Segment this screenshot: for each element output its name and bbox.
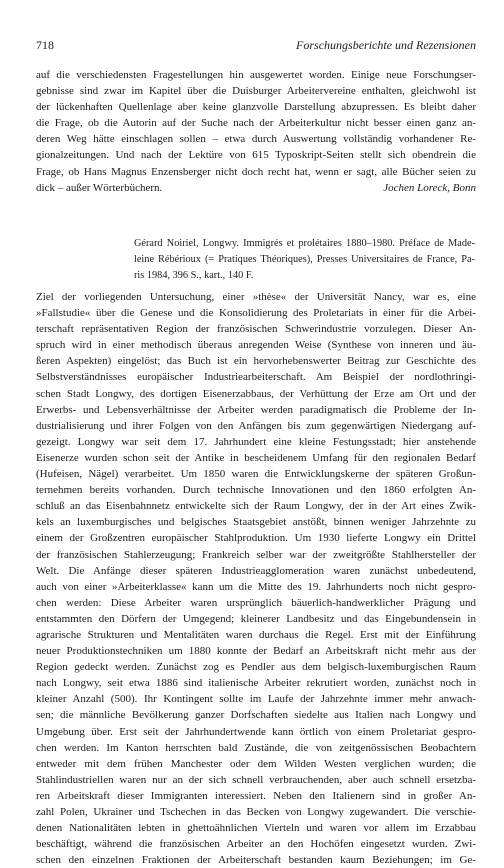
text-line: leine Rébérioux (= Pratiques Théoriques), Presses Universitaires de France, Pa-: [134, 254, 475, 265]
text-line: Eisenerze wurden schon seit der Antike in bescheidenem Umfang für den regionalen Bedarf: [36, 451, 476, 464]
text-line: Region gedeckt werden. Zunächst zog es Pendler aus dem belgisch-luxemburgischen Raum: [36, 661, 476, 674]
text-line: Frage, ob Hans Magnus Enzensberger nicht doch recht hat, wenn er sagt, alle Bücher seien zu: [36, 165, 476, 178]
text-line: entweder mit dem frühen Manchester oder dem Wilden Westen verglichen wurden; die: [36, 757, 476, 770]
text-line: chen werden. Im Kanton herrschten bald Zustände, die von zeitgenössischen Beobachtern: [36, 741, 476, 754]
text-line: denen Nationalitäten lebten in ghettoähnlichen Vierteln und waren vor allem im Erzabbau: [36, 822, 476, 835]
text-line: der lückenhaften Quellenlage aber keine glanzvolle Darstellung abzupressen. Es bleibt daher: [36, 101, 476, 114]
text-line: auf die verschiedensten Fragestellungen hin ausgewertet worden. Einige neue Forschungser-: [36, 69, 476, 81]
text-line: sen; die männliche Bevölkerung ganzer Dorfschaften siedelte aus Italien nach Longwy und: [36, 709, 476, 722]
text-line: dick – außer Wörterbüchern. Jochen Loreck, Bonn: [36, 180, 476, 196]
page-number: 718: [36, 38, 54, 52]
text-line: zahl Polen, Ukrainer und Tschechen in das Becken von Longwy zugewandert. Die verschie-: [36, 806, 476, 818]
text-line: neuer Produktionstechniken um 1880 konnte der Bedarf an Arbeitskraft nicht mehr aus der: [36, 645, 476, 658]
text-line: Welt. Die Anfänge dieser späteren Industrieagglomeration waren zunächst unbedeutend,: [36, 564, 476, 577]
text-line: ßeren Aspekten) eingelöst; das Buch ist ein hervorhebenswerter Beitrag zur Geschichte des: [36, 355, 476, 368]
text-line: gionalzeitungen. Und nach der Lektüre von 615 Typoskript-Seiten stellt sich obendrein die: [36, 149, 476, 162]
text-line: entstammten den Dörfern der Umgegend; kleinerer Landbesitz und das Eingebundensein in: [36, 612, 476, 625]
text-line: der französischen Stahlerzeugung; Frankreich selber war der zweitgrößte Stahlhersteller der: [36, 548, 476, 561]
text-line: ris 1984, 396 S., kart., 140 F.: [134, 270, 254, 281]
text-line: kleiner Anzahl (500). Ihr Kontingent sollte im Laufe der Jahrzehnte immer mehr anwach-: [36, 693, 476, 706]
reviewer-signature: Jochen Loreck, Bonn: [383, 181, 476, 194]
text-line: Ziel der vorliegenden Untersuchung, einer »thèse« der Universität Nancy, war es, eine: [36, 291, 476, 303]
text-line: einem der Großzentren europäischer Stahlproduktion. Um 1930 lieferte Longwy ein Drittel: [36, 532, 476, 545]
review-body-paragraph: [36, 289, 476, 868]
review-conclusion-paragraph: [36, 67, 476, 196]
text-line: dustrialisierung und ihrer Folgen von den Anfängen bis zum gegenwärtigen Niedergang auf-: [36, 419, 476, 432]
text-line: spruch wird in einer methodisch überaus anregenden Weise (Synthese von inneren und äu-: [36, 339, 476, 352]
text-line: Selbstverständnisses europäischer Industriearbeiterschaft. Am Beispiel der nordlothringi-: [36, 371, 476, 384]
text-line: schen Stadt Longwy, des dortigen Eisenerzabbaus, der Verhüttung der Erze am Ort und der: [36, 387, 476, 400]
text-line: die Frage, ob die Autorin auf der Suche nach der Arbeiterkultur nicht besser einen ganz an-: [36, 117, 476, 130]
running-title: Forschungsberichte und Rezensionen: [296, 38, 476, 52]
text-line: »Fallstudie« über die Genese und die Konsolidierung des Proletariats in einer für die Arbei-: [36, 307, 476, 320]
page-header: [36, 38, 476, 54]
text-line: gebnisse sind zwar im Kapitel über die Duisburger Arbeitervereine enthalten, gleichwohl ist: [36, 85, 476, 98]
text-line: deren Weg hätte einschlagen sollen – etwa durch Auswertung vollständig vorhandener Re-: [36, 133, 476, 146]
text-line: Umgebung über. Erst seit der Jahrhundertwende kann örtlich von einem Proletariat gespro-: [36, 725, 476, 738]
text-line: kels an luxemburgisches und belgisches Staatsgebiet anstößt, binnen weniger Jahrzehnte zu: [36, 516, 476, 529]
text-line: terschaft repräsentativen Region der französischen Schwerindustrie vorzulegen. Dieser An-: [36, 323, 476, 336]
text-line: chen werden: Diese Arbeiter waren ursprünglich bäuerlich-handwerklicher Prägung und: [36, 596, 476, 609]
text-line: agrarische Strukturen und Mentalitäten waren durchaus die Regel. Erst mit der Einführung: [36, 628, 476, 641]
text-line: ren Arbeitskraft dieser Immigranten interessiert. Neben den Italienern sind in großer An-: [36, 789, 476, 802]
text-line: beschäftigt, während die französischen Arbeiter an den Hochöfen eingesetzt wurden. Zwi-: [36, 838, 476, 851]
text-line: nach Longwy, seit etwa 1886 sind italienische Arbeiter rekrutiert worden, zunächst noch in: [36, 677, 476, 690]
bibliographic-entry: [134, 236, 475, 284]
text-line: Gérard Noiriel, Longwy. Immigrés et prolétaires 1880–1980. Préface de Made-: [134, 238, 475, 249]
text-line: gezeigt. Longwy war seit dem 17. Jahrhundert eine kleine Festungsstadt; hier anstehende: [36, 435, 476, 448]
text-line: Stahlindustriellen waren nur an der sich schnell verbrauchenden, aber auch schnell ersetzba-: [36, 773, 476, 786]
text-line: auch von einer »Arbeiterklasse« kann um die Mitte des 19. Jahrhunderts noch nicht gespro-: [36, 580, 476, 593]
text-line: ternehmen bereits vorhanden. Durch technische Innovationen und den 1860 erfolgten An-: [36, 484, 476, 497]
text-line: (Hufeisen, Nägel) verarbeitet. Um 1850 waren die Entwicklungskerne der späteren Großun-: [36, 468, 476, 481]
text-line: Erwerbs- und Lebensverhältnisse der Arbeiter werden paradigmatisch die Probleme der In-: [36, 403, 476, 416]
text-line: schluß an das Eisenbahnnetz entwickelte sich der Raum Longwy, der in der Art eines Zwik-: [36, 500, 476, 513]
text-line: schen den einzelnen Fraktionen der Arbeiterschaft bestanden kaum Beziehungen; im Ge-: [36, 854, 476, 867]
